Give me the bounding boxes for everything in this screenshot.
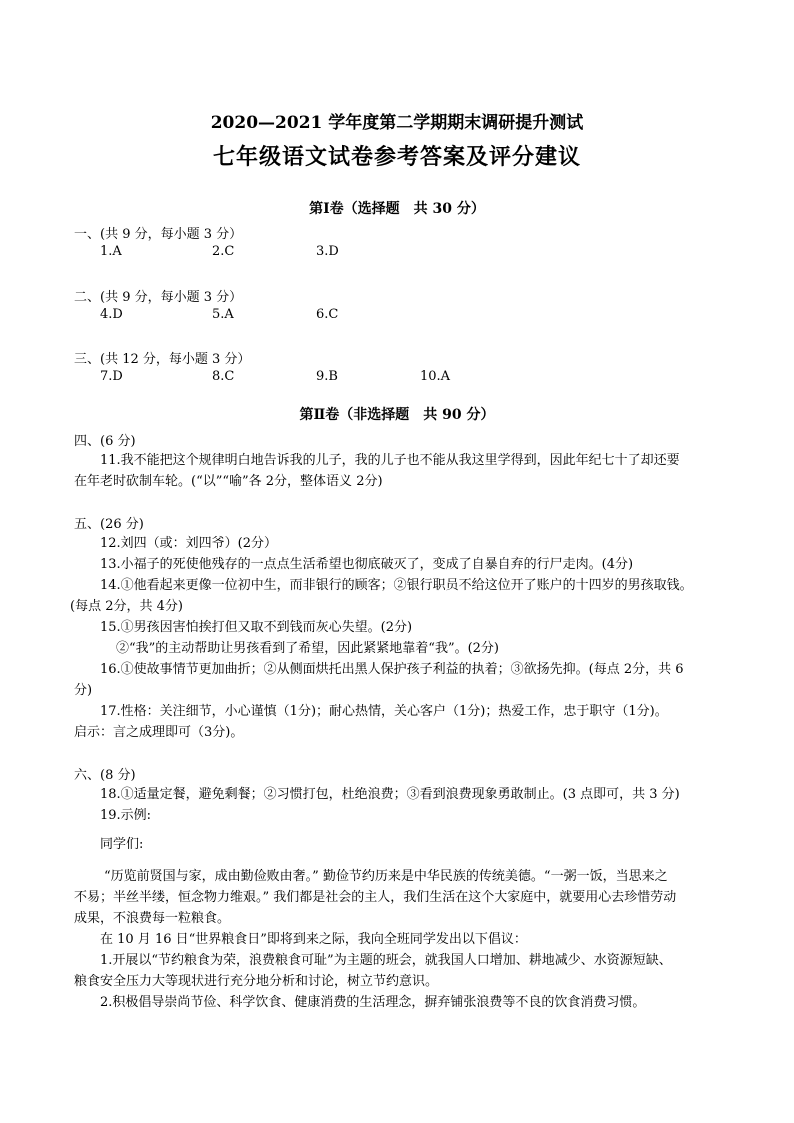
- document-title: 七年级语文试卷参考答案及评分建议: [212, 144, 581, 170]
- section1-heading: 一、(共 9 分，每小题 3 分）: [74, 227, 243, 242]
- section4-heading: 四、(6 分): [74, 434, 136, 449]
- answer-16-line2: 分): [74, 683, 93, 698]
- answer-8: 8.C: [212, 369, 235, 384]
- letter-item1-line2: 粮食安全压力大等现状进行充分地分析和讨论，树立节约意识。: [74, 974, 439, 989]
- exam-title: 2020—2021 学年度第二学期期末调研提升测试: [210, 113, 584, 133]
- answer-6: 6.C: [316, 307, 339, 322]
- section6-heading: 六、(8 分): [74, 768, 136, 783]
- answer-7: 7.D: [100, 369, 123, 384]
- answer-17-line2: 启示：言之成理即可（3分)。: [74, 725, 244, 740]
- answer-15-line1: 15.①男孩因害怕挨打但又取不到钱而灰心失望。(2分): [100, 620, 413, 635]
- answer-17-line1: 17.性格：关注细节，小心谨慎（1分)；耐心热情，关心客户（1分)；热爱工作，忠于职守（1分)。: [100, 704, 668, 719]
- section5-heading: 五、(26 分): [74, 517, 144, 532]
- letter-para2: 在 10 月 16 日“世界粮食日”即将到来之际，我向全班同学发出以下倡议：: [100, 932, 527, 947]
- letter-greeting: 同学们:: [100, 837, 144, 852]
- answer-10: 10.A: [420, 369, 451, 384]
- section3-heading: 三、(共 12 分，每小题 3 分）: [74, 352, 251, 367]
- answer-16-line1: 16.①使故事情节更加曲折；②从侧面烘托出黑人保护孩子利益的执着；③欲扬先抑。(每点 2分，共 6: [100, 662, 684, 677]
- answer-2: 2.C: [212, 244, 235, 259]
- answer-3: 3.D: [316, 244, 339, 259]
- letter-para1-line3: 成果，不浪费每一粒粮食。: [74, 911, 231, 926]
- letter-para1-line1: “历览前贤国与家，成由勤俭败由奢。” 勤俭节约历来是中华民族的传统美德。“一粥一饭，当思来之: [104, 869, 668, 884]
- answer-18: 18.①适量定餐，避免剩餐；②习惯打包，杜绝浪费；③看到浪费现象勇敢制止。(3 点即可，共 3 分): [100, 787, 680, 802]
- section2-heading: 二、(共 9 分，每小题 3 分）: [74, 290, 243, 305]
- part2-heading: 第Ⅱ卷（非选择题 共 90 分）: [299, 407, 495, 423]
- letter-item1-line1: 1.开展以“节约粮食为荣，浪费粮食可耻”为主题的班会，就我国人口增加、耕地减少、水资源短缺、: [100, 953, 672, 968]
- answer-4: 4.D: [100, 307, 123, 322]
- answer-14-line1: 14.①他看起来更像一位初中生，而非银行的顾客；②银行职员不给这位开了账户的十四岁的男孩取钱。: [100, 578, 693, 593]
- letter-item2: 2.积极倡导崇尚节俭、科学饮食、健康消费的生活理念，摒弃铺张浪费等不良的饮食消费习惯。: [100, 995, 646, 1010]
- answer-15-line2: ②“我”的主动帮助让男孩看到了希望，因此紧紧地靠着“我”。(2分): [116, 641, 499, 656]
- answer-5: 5.A: [212, 307, 234, 322]
- answer-11-line1: 11.我不能把这个规律明白地告诉我的儿子，我的儿子也不能从我这里学得到，因此年纪七十了却还要: [100, 453, 680, 468]
- answer-1: 1.A: [100, 244, 122, 259]
- answer-19-label: 19.示例:: [100, 808, 152, 823]
- answer-13: 13.小福子的死使他残存的一点点生活希望也彻底破灭了，变成了自暴自弃的行尸走肉。(4分): [100, 557, 634, 572]
- letter-para1-line2: 不易；半丝半缕，恒念物力维艰。” 我们都是社会的主人，我们生活在这个大家庭中，就要用心去珍惜劳动: [74, 890, 677, 905]
- answer-12: 12.刘四（或：刘四爷）(2分）: [100, 536, 278, 551]
- answer-9: 9.B: [316, 369, 338, 384]
- answer-11-line2: 在年老时砍制车轮。(“以”“喻”各 2分，整体语义 2分): [74, 474, 383, 489]
- answer-14-line2: (每点 2分，共 4分): [70, 599, 183, 614]
- part1-heading: 第Ⅰ卷（选择题 共 30 分）: [309, 201, 485, 217]
